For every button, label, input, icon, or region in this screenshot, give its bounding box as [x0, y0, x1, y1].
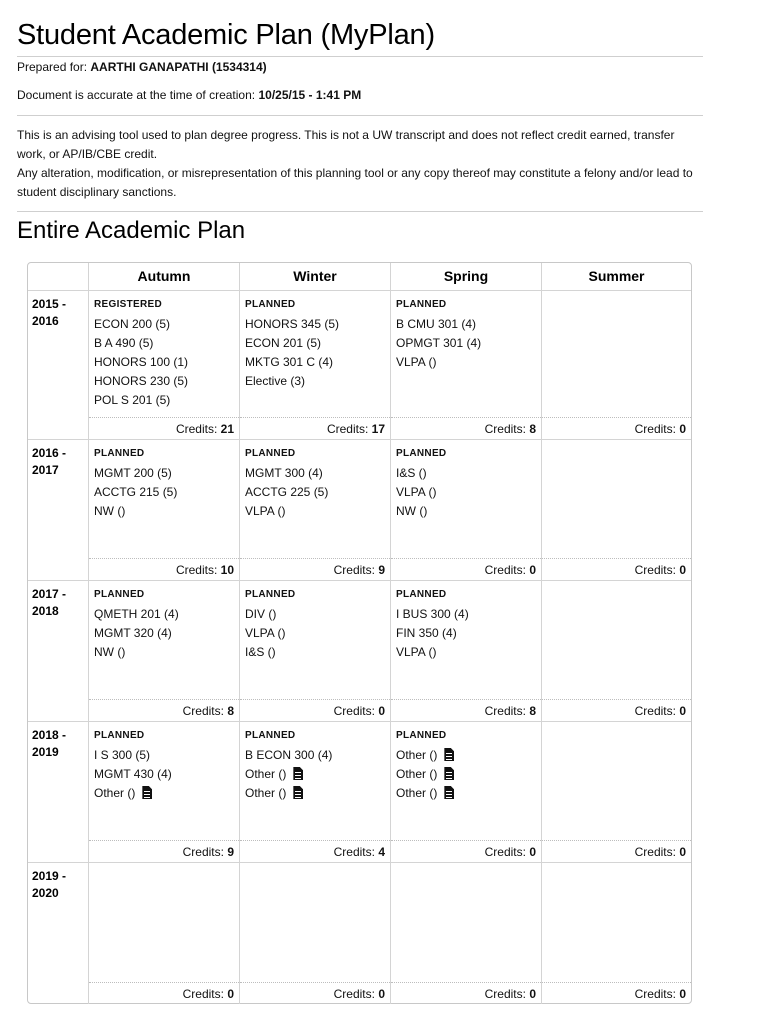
document-icon[interactable]	[293, 786, 303, 799]
disclaimer-sanctions: Any alteration, modification, or misrepresentation of this planning tool or any copy thereof may constitute a felony and/or lead to student disciplinary sanctions.	[17, 166, 693, 199]
term-status: PLANNED	[94, 589, 145, 600]
course-label: VLPA ()	[396, 355, 437, 369]
credits-label: Credits:	[634, 422, 680, 436]
course-label: HONORS 230 (5)	[94, 374, 189, 388]
credits-value: 0	[679, 563, 686, 577]
term-credits	[542, 558, 691, 580]
term-credits	[391, 699, 541, 721]
page-title: Student Academic Plan (MyPlan)	[17, 19, 435, 51]
course-item[interactable]	[245, 353, 339, 372]
course-item[interactable]	[396, 624, 469, 643]
term-status: PLANNED	[245, 299, 296, 310]
credits-label: Credits:	[634, 845, 680, 859]
term-cell-winter	[240, 291, 391, 440]
document-icon[interactable]	[444, 748, 454, 761]
academic-plan-table	[27, 262, 692, 1004]
term-cell-spring	[391, 581, 542, 722]
divider	[17, 56, 703, 57]
term-cell-autumn	[89, 863, 240, 1004]
course-label: MGMT 430 (4)	[94, 767, 172, 781]
quarter-header-autumn: Autumn	[89, 263, 240, 291]
credits-label: Credits:	[484, 845, 530, 859]
term-credits	[240, 558, 390, 580]
term-cell-autumn	[89, 581, 240, 722]
course-label: ECON 200 (5)	[94, 317, 171, 331]
course-label: NW ()	[396, 504, 428, 518]
course-item[interactable]	[396, 765, 454, 784]
credits-value: 0	[679, 704, 686, 718]
credits-label: Credits:	[333, 987, 379, 1001]
credits-label: Credits:	[333, 845, 379, 859]
credits-label: Credits:	[333, 563, 379, 577]
credits-value: 21	[220, 422, 234, 436]
credits-value: 9	[378, 563, 385, 577]
term-credits	[542, 417, 691, 439]
year-label: 2015 - 2016	[28, 291, 89, 440]
credits-value: 8	[529, 704, 536, 718]
course-label: Elective (3)	[245, 374, 306, 388]
course-label: ACCTG 215 (5)	[94, 485, 178, 499]
accuracy-label: Document is accurate at the time of creation:	[17, 88, 256, 102]
year-label: 2016 - 2017	[28, 440, 89, 581]
course-item[interactable]	[94, 391, 188, 410]
course-label: FIN 350 (4)	[396, 626, 457, 640]
accuracy-note	[17, 88, 361, 102]
term-cell-summer	[542, 863, 691, 1004]
course-label: POL S 201 (5)	[94, 393, 171, 407]
credits-label: Credits:	[634, 563, 680, 577]
term-status: REGISTERED	[94, 299, 163, 310]
course-label: HONORS 345 (5)	[245, 317, 340, 331]
course-item[interactable]	[245, 624, 285, 643]
course-label: DIV ()	[245, 607, 277, 621]
term-cell-summer	[542, 291, 691, 440]
document-icon[interactable]	[142, 786, 152, 799]
term-cell-winter	[240, 581, 391, 722]
term-cell-summer	[542, 440, 691, 581]
course-item[interactable]	[94, 353, 188, 372]
course-list	[396, 464, 436, 521]
document-icon[interactable]	[444, 786, 454, 799]
year-label: 2017 - 2018	[28, 581, 89, 722]
course-label: I S 300 (5)	[94, 748, 151, 762]
course-list	[94, 746, 172, 803]
course-item[interactable]	[245, 483, 328, 502]
course-label: MKTG 301 C (4)	[245, 355, 334, 369]
credits-value: 4	[378, 845, 385, 859]
course-label: B A 490 (5)	[94, 336, 154, 350]
course-label: I&S ()	[396, 466, 427, 480]
course-list	[396, 746, 454, 803]
term-credits	[89, 558, 239, 580]
course-item[interactable]	[245, 784, 332, 803]
credits-label: Credits:	[182, 987, 228, 1001]
course-label: B CMU 301 (4)	[396, 317, 477, 331]
term-credits	[89, 840, 239, 862]
credits-value: 0	[679, 422, 686, 436]
course-item[interactable]	[245, 315, 339, 334]
credits-label: Credits:	[333, 704, 379, 718]
course-item[interactable]	[396, 334, 481, 353]
term-credits	[542, 699, 691, 721]
course-item[interactable]	[245, 464, 328, 483]
term-credits	[240, 840, 390, 862]
credits-value: 0	[679, 845, 686, 859]
course-label: Other ()	[245, 786, 287, 800]
course-label: VLPA ()	[396, 485, 437, 499]
course-item[interactable]	[396, 353, 481, 372]
document-icon[interactable]	[293, 767, 303, 780]
creation-timestamp: 10/25/15 - 1:41 PM	[258, 88, 362, 102]
term-credits	[542, 982, 691, 1004]
course-list	[245, 315, 339, 391]
course-item[interactable]	[396, 784, 454, 803]
course-label: Other ()	[396, 748, 438, 762]
term-status: PLANNED	[396, 730, 447, 741]
course-item[interactable]	[396, 746, 454, 765]
credits-value: 9	[227, 845, 234, 859]
disclaimer-transcript: This is an advising tool used to plan degree progress. This is not a UW transcript and does not reflect credit earned, transfer work, or AP/IB/CBE credit.	[17, 128, 675, 161]
course-item[interactable]	[94, 483, 177, 502]
credits-label: Credits:	[634, 704, 680, 718]
course-label: MGMT 200 (5)	[94, 466, 172, 480]
course-item[interactable]	[94, 464, 177, 483]
student-name: AARTHI GANAPATHI (1534314)	[90, 60, 267, 74]
course-item[interactable]	[396, 483, 436, 502]
course-label: ECON 201 (5)	[245, 336, 322, 350]
credits-label: Credits:	[484, 563, 530, 577]
course-label: VLPA ()	[245, 504, 286, 518]
course-label: Other ()	[94, 786, 136, 800]
course-list	[94, 464, 177, 521]
credits-value: 17	[371, 422, 385, 436]
term-cell-autumn	[89, 722, 240, 863]
term-status: PLANNED	[245, 730, 296, 741]
course-label: OPMGT 301 (4)	[396, 336, 482, 350]
term-cell-spring	[391, 291, 542, 440]
credits-label: Credits:	[484, 704, 530, 718]
course-item[interactable]	[396, 464, 436, 483]
credits-value: 8	[529, 422, 536, 436]
course-label: MGMT 320 (4)	[94, 626, 172, 640]
course-label: NW ()	[94, 504, 126, 518]
course-item[interactable]	[94, 605, 179, 624]
term-credits	[89, 699, 239, 721]
course-label: Other ()	[396, 767, 438, 781]
term-credits	[240, 982, 390, 1004]
disclaimer	[17, 126, 703, 202]
course-label: I&S ()	[245, 645, 276, 659]
credits-value: 0	[227, 987, 234, 1001]
credits-value: 0	[378, 704, 385, 718]
credits-label: Credits:	[182, 704, 228, 718]
course-list	[245, 746, 332, 803]
course-item[interactable]	[245, 372, 339, 391]
course-list	[396, 315, 481, 372]
document-icon[interactable]	[444, 767, 454, 780]
term-cell-autumn	[89, 440, 240, 581]
quarter-header-spring: Spring	[391, 263, 542, 291]
course-item[interactable]	[245, 502, 328, 521]
course-item[interactable]	[94, 746, 172, 765]
credits-value: 0	[529, 845, 536, 859]
course-label: ACCTG 225 (5)	[245, 485, 329, 499]
term-cell-winter	[240, 440, 391, 581]
credits-label: Credits:	[484, 987, 530, 1001]
course-label: B ECON 300 (4)	[245, 748, 333, 762]
course-item[interactable]	[94, 784, 172, 803]
term-cell-winter	[240, 863, 391, 1004]
term-credits	[391, 417, 541, 439]
term-credits	[542, 840, 691, 862]
term-credits	[240, 417, 390, 439]
term-credits	[89, 417, 239, 439]
course-item[interactable]	[94, 502, 177, 521]
term-cell-autumn	[89, 291, 240, 440]
term-status: PLANNED	[94, 448, 145, 459]
course-item[interactable]	[245, 643, 285, 662]
course-label: MGMT 300 (4)	[245, 466, 323, 480]
course-item[interactable]	[94, 334, 188, 353]
course-label: VLPA ()	[396, 645, 437, 659]
course-item[interactable]	[245, 765, 332, 784]
credits-value: 8	[227, 704, 234, 718]
term-credits	[240, 699, 390, 721]
course-item[interactable]	[94, 765, 172, 784]
credits-label: Credits:	[634, 987, 680, 1001]
course-list	[245, 464, 328, 521]
term-credits	[391, 558, 541, 580]
quarter-header-winter: Winter	[240, 263, 391, 291]
term-cell-summer	[542, 581, 691, 722]
term-status: PLANNED	[396, 589, 447, 600]
course-label: Other ()	[396, 786, 438, 800]
term-status: PLANNED	[396, 448, 447, 459]
course-list	[94, 605, 179, 662]
prepared-for	[17, 60, 267, 74]
course-item[interactable]	[94, 624, 179, 643]
credits-value: 10	[220, 563, 234, 577]
section-title: Entire Academic Plan	[17, 217, 246, 244]
course-item[interactable]	[396, 605, 469, 624]
divider	[17, 211, 703, 212]
course-item[interactable]	[245, 605, 285, 624]
credits-label: Credits:	[326, 422, 372, 436]
credits-label: Credits:	[175, 422, 221, 436]
course-item[interactable]	[245, 334, 339, 353]
course-label: NW ()	[94, 645, 126, 659]
term-credits	[391, 982, 541, 1004]
credits-value: 0	[529, 987, 536, 1001]
course-label: Other ()	[245, 767, 287, 781]
course-label: HONORS 100 (1)	[94, 355, 189, 369]
term-cell-spring	[391, 863, 542, 1004]
term-status: PLANNED	[396, 299, 447, 310]
course-list	[245, 605, 285, 662]
credits-label: Credits:	[182, 845, 228, 859]
term-status: PLANNED	[245, 589, 296, 600]
credits-value: 0	[378, 987, 385, 1001]
term-credits	[89, 982, 239, 1004]
divider	[17, 115, 703, 116]
credits-value: 0	[529, 563, 536, 577]
course-list	[396, 605, 469, 662]
term-credits	[391, 840, 541, 862]
course-label: I BUS 300 (4)	[396, 607, 469, 621]
course-item[interactable]	[94, 643, 179, 662]
quarter-header-summer: Summer	[542, 263, 691, 291]
term-cell-summer	[542, 722, 691, 863]
course-item[interactable]	[396, 315, 481, 334]
course-item[interactable]	[396, 643, 469, 662]
term-cell-spring	[391, 722, 542, 863]
course-item[interactable]	[94, 315, 188, 334]
term-cell-spring	[391, 440, 542, 581]
year-label: 2019 - 2020	[28, 863, 89, 1004]
header-corner	[28, 263, 89, 291]
credits-label: Credits:	[175, 563, 221, 577]
credits-value: 0	[679, 987, 686, 1001]
year-label: 2018 - 2019	[28, 722, 89, 863]
term-status: PLANNED	[94, 730, 145, 741]
credits-label: Credits:	[484, 422, 530, 436]
course-label: VLPA ()	[245, 626, 286, 640]
course-list	[94, 315, 188, 410]
prepared-for-label: Prepared for:	[17, 60, 88, 74]
course-item[interactable]	[396, 502, 436, 521]
course-item[interactable]	[245, 746, 332, 765]
term-status: PLANNED	[245, 448, 296, 459]
course-item[interactable]	[94, 372, 188, 391]
course-label: QMETH 201 (4)	[94, 607, 179, 621]
term-cell-winter	[240, 722, 391, 863]
